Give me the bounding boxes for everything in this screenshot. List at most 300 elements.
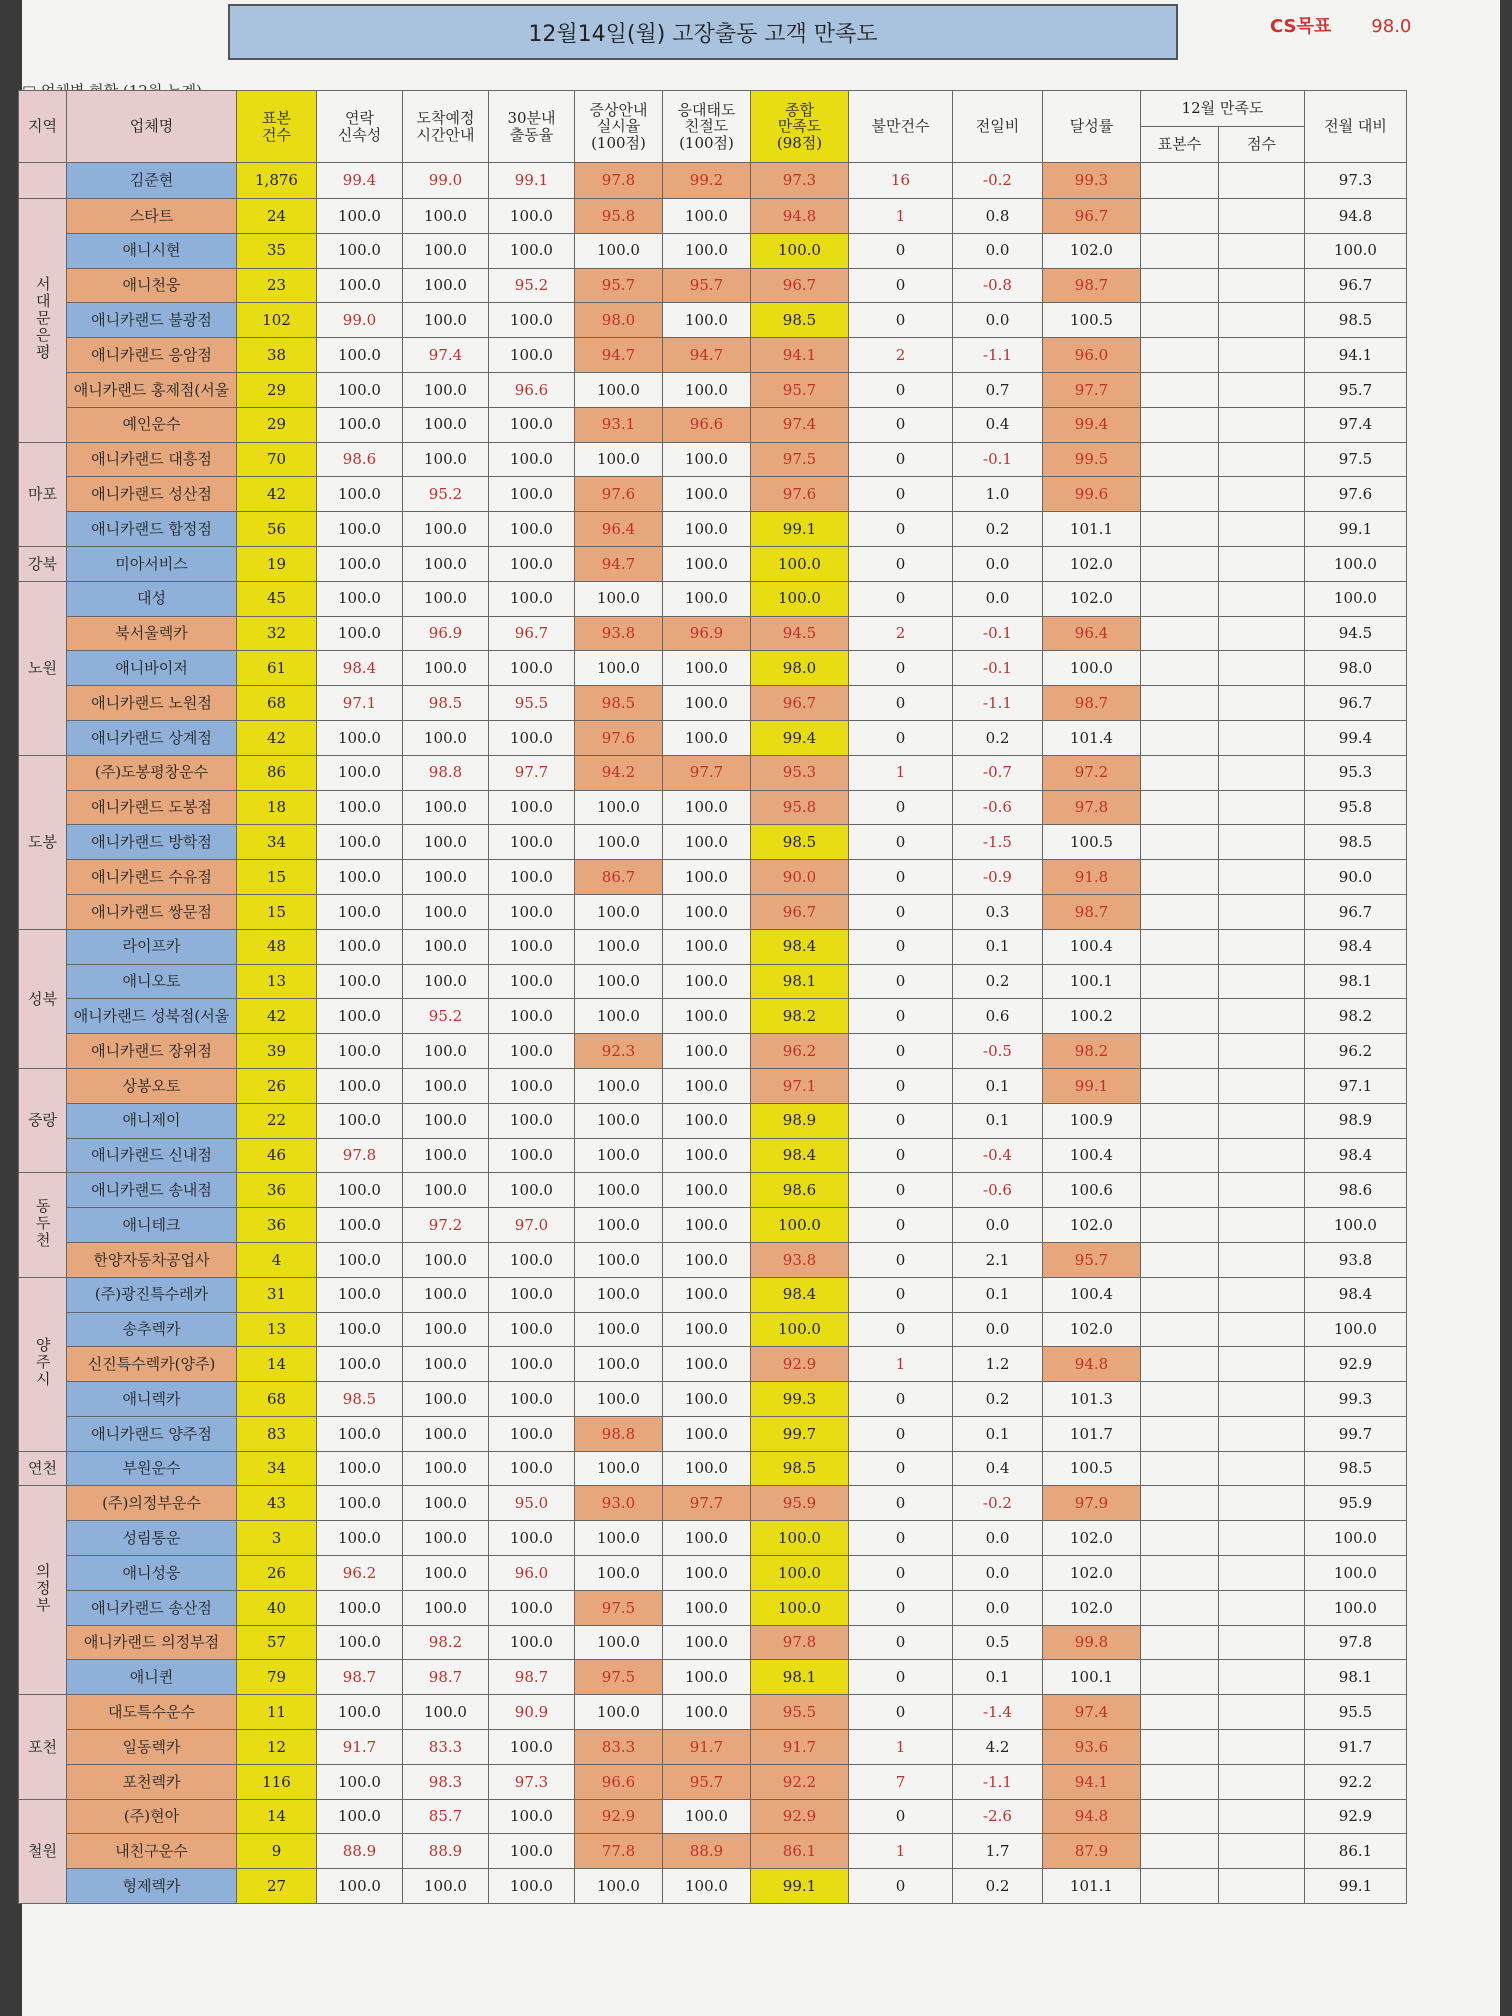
company-name: 대성: [67, 581, 237, 616]
dec-score: [1219, 1277, 1305, 1312]
score-c2: 100.0: [403, 860, 489, 895]
score-c5: 99.2: [663, 163, 751, 199]
score-c3: 97.0: [489, 1208, 575, 1243]
region-cell: 도봉: [19, 755, 67, 929]
score-c2: 100.0: [403, 1242, 489, 1277]
achievement-rate: 101.7: [1043, 1416, 1141, 1451]
prev-month: 98.6: [1305, 1173, 1407, 1208]
overall-score: 96.7: [751, 268, 849, 303]
score-c4: 100.0: [575, 1382, 663, 1417]
prev-month: 98.0: [1305, 651, 1407, 686]
header-sample: 표본 건수: [237, 91, 317, 163]
sample-count: 15: [237, 860, 317, 895]
company-name: 애니카랜드 쌍문점: [67, 894, 237, 929]
overall-score: 99.4: [751, 720, 849, 755]
score-c2: 100.0: [403, 894, 489, 929]
overall-score: 98.1: [751, 964, 849, 999]
table-row: [19, 999, 1407, 1034]
dec-sample: [1141, 651, 1219, 686]
overall-score: 99.1: [751, 1869, 849, 1904]
score-c5: 95.7: [663, 268, 751, 303]
dec-sample: [1141, 755, 1219, 790]
company-name: 애니퀸: [67, 1660, 237, 1695]
company-name: (주)의정부운수: [67, 1486, 237, 1521]
achievement-rate: 100.2: [1043, 999, 1141, 1034]
dec-sample: [1141, 790, 1219, 825]
title-text: 12월14일(월) 고장출동 고객 만족도: [528, 21, 878, 47]
company-name: 애니카랜드 장위점: [67, 1034, 237, 1069]
sample-count: 14: [237, 1347, 317, 1382]
achievement-rate: 98.7: [1043, 268, 1141, 303]
overall-score: 93.8: [751, 1242, 849, 1277]
dec-sample: [1141, 1521, 1219, 1556]
achievement-rate: 95.7: [1043, 1242, 1141, 1277]
score-c1: 97.8: [317, 1138, 403, 1173]
region-cell: [19, 1277, 67, 1451]
table-row: [19, 825, 1407, 860]
prev-month: 95.5: [1305, 1695, 1407, 1730]
table-row: [19, 1799, 1407, 1834]
score-c4: 100.0: [575, 1312, 663, 1347]
score-c1: 100.0: [317, 1173, 403, 1208]
dec-score: [1219, 1347, 1305, 1382]
dec-score: [1219, 1556, 1305, 1591]
score-c4: 100.0: [575, 1068, 663, 1103]
day-over-day: 0.1: [953, 1277, 1043, 1312]
score-c5: 100.0: [663, 1347, 751, 1382]
day-over-day: 0.2: [953, 512, 1043, 547]
company-name: 애니카랜드 성북점(서울: [67, 999, 237, 1034]
score-c3: 96.0: [489, 1556, 575, 1591]
achievement-rate: 94.8: [1043, 1347, 1141, 1382]
score-c5: 100.0: [663, 686, 751, 721]
score-c5: 100.0: [663, 1068, 751, 1103]
complaint-count: 0: [849, 512, 953, 547]
achievement-rate: 100.9: [1043, 1103, 1141, 1138]
dec-sample: [1141, 1486, 1219, 1521]
day-over-day: -2.6: [953, 1799, 1043, 1834]
dec-score: [1219, 1486, 1305, 1521]
score-c4: 94.7: [575, 546, 663, 581]
sample-count: 116: [237, 1764, 317, 1799]
dec-sample: [1141, 1834, 1219, 1869]
complaint-count: 0: [849, 894, 953, 929]
prev-month: 99.1: [1305, 1869, 1407, 1904]
sample-count: 12: [237, 1730, 317, 1765]
prev-month: 92.2: [1305, 1764, 1407, 1799]
achievement-rate: 100.0: [1043, 651, 1141, 686]
table-row: [19, 1242, 1407, 1277]
prev-month: 98.5: [1305, 825, 1407, 860]
dec-sample: [1141, 1068, 1219, 1103]
overall-score: 100.0: [751, 1208, 849, 1243]
score-c3: 100.0: [489, 1382, 575, 1417]
score-c1: 100.0: [317, 1869, 403, 1904]
achievement-rate: 100.6: [1043, 1173, 1141, 1208]
achievement-rate: 93.6: [1043, 1730, 1141, 1765]
sample-count: 57: [237, 1625, 317, 1660]
dec-sample: [1141, 1312, 1219, 1347]
day-over-day: -0.7: [953, 755, 1043, 790]
day-over-day: 0.0: [953, 546, 1043, 581]
overall-score: 96.7: [751, 894, 849, 929]
dec-score: [1219, 1521, 1305, 1556]
region-cell: [19, 199, 67, 443]
score-c3: 100.0: [489, 477, 575, 512]
score-c5: 100.0: [663, 1660, 751, 1695]
score-c3: 95.2: [489, 268, 575, 303]
score-c2: 100.0: [403, 199, 489, 234]
complaint-count: 0: [849, 1382, 953, 1417]
company-name: 애니카랜드 합정점: [67, 512, 237, 547]
achievement-rate: 99.3: [1043, 163, 1141, 199]
sample-count: 15: [237, 894, 317, 929]
sample-count: 40: [237, 1590, 317, 1625]
complaint-count: 0: [849, 407, 953, 442]
achievement-rate: 96.7: [1043, 199, 1141, 234]
table-row: [19, 720, 1407, 755]
region-cell: 노원: [19, 581, 67, 755]
header-attitude: 응대태도 친절도 (100점): [663, 91, 751, 163]
table-row: [19, 1625, 1407, 1660]
table-row: [19, 1103, 1407, 1138]
achievement-rate: 100.5: [1043, 1451, 1141, 1486]
complaint-count: 0: [849, 790, 953, 825]
score-c1: 100.0: [317, 1277, 403, 1312]
table-row: [19, 268, 1407, 303]
score-c1: 100.0: [317, 1521, 403, 1556]
table-row: [19, 1382, 1407, 1417]
score-c4: 100.0: [575, 999, 663, 1034]
company-name: 내친구운수: [67, 1834, 237, 1869]
score-c1: 100.0: [317, 929, 403, 964]
score-c2: 95.2: [403, 999, 489, 1034]
day-over-day: 0.1: [953, 1416, 1043, 1451]
sample-count: 9: [237, 1834, 317, 1869]
complaint-count: 7: [849, 1764, 953, 1799]
dec-sample: [1141, 720, 1219, 755]
score-c2: 83.3: [403, 1730, 489, 1765]
overall-score: 99.1: [751, 512, 849, 547]
table-row: [19, 1590, 1407, 1625]
achievement-rate: 102.0: [1043, 233, 1141, 268]
sample-count: 14: [237, 1799, 317, 1834]
company-name: 미아서비스: [67, 546, 237, 581]
complaint-count: 16: [849, 163, 953, 199]
day-over-day: 0.6: [953, 999, 1043, 1034]
company-name: 북서울렉카: [67, 616, 237, 651]
overall-score: 94.5: [751, 616, 849, 651]
sample-count: 38: [237, 338, 317, 373]
score-c5: 100.0: [663, 199, 751, 234]
score-c2: 98.8: [403, 755, 489, 790]
company-name: 애니오토: [67, 964, 237, 999]
achievement-rate: 97.9: [1043, 1486, 1141, 1521]
company-name: 애니카랜드 대흥점: [67, 442, 237, 477]
score-c4: 86.7: [575, 860, 663, 895]
dec-sample: [1141, 512, 1219, 547]
complaint-count: 0: [849, 477, 953, 512]
sample-count: 70: [237, 442, 317, 477]
company-name: 라이프카: [67, 929, 237, 964]
score-c1: 100.0: [317, 1590, 403, 1625]
achievement-rate: 100.5: [1043, 825, 1141, 860]
complaint-count: 0: [849, 1799, 953, 1834]
score-c3: 100.0: [489, 720, 575, 755]
table-row: [19, 1764, 1407, 1799]
score-c3: 100.0: [489, 929, 575, 964]
sample-count: 24: [237, 199, 317, 234]
sample-count: 26: [237, 1556, 317, 1591]
achievement-rate: 99.5: [1043, 442, 1141, 477]
score-c2: 100.0: [403, 1521, 489, 1556]
complaint-count: 0: [849, 1486, 953, 1521]
prev-month: 98.2: [1305, 999, 1407, 1034]
score-c2: 100.0: [403, 1416, 489, 1451]
complaint-count: 0: [849, 1869, 953, 1904]
dec-score: [1219, 1695, 1305, 1730]
score-c1: 100.0: [317, 964, 403, 999]
dec-sample: [1141, 199, 1219, 234]
score-c3: 100.0: [489, 1103, 575, 1138]
dec-sample: [1141, 929, 1219, 964]
dec-score: [1219, 303, 1305, 338]
table-row: [19, 1173, 1407, 1208]
score-c3: 96.7: [489, 616, 575, 651]
score-c3: 100.0: [489, 999, 575, 1034]
score-c1: 100.0: [317, 268, 403, 303]
achievement-rate: 101.1: [1043, 1869, 1141, 1904]
score-c2: 100.0: [403, 1138, 489, 1173]
prev-month: 92.9: [1305, 1347, 1407, 1382]
score-c4: 94.2: [575, 755, 663, 790]
achievement-rate: 100.5: [1043, 303, 1141, 338]
company-name: 애니카랜드 송내점: [67, 1173, 237, 1208]
score-c3: 100.0: [489, 894, 575, 929]
overall-score: 95.8: [751, 790, 849, 825]
table-row: [19, 1486, 1407, 1521]
score-c3: 100.0: [489, 825, 575, 860]
score-c1: 100.0: [317, 1103, 403, 1138]
score-c4: 100.0: [575, 1103, 663, 1138]
header-dec: 12월 만족도: [1141, 91, 1305, 127]
table-row: [19, 303, 1407, 338]
score-c4: 93.8: [575, 616, 663, 651]
sample-count: 35: [237, 233, 317, 268]
prev-month: 97.8: [1305, 1625, 1407, 1660]
company-name: 애니테크: [67, 1208, 237, 1243]
sample-count: 34: [237, 1451, 317, 1486]
complaint-count: 0: [849, 1695, 953, 1730]
dec-score: [1219, 1764, 1305, 1799]
score-c4: 95.8: [575, 199, 663, 234]
score-c2: 100.0: [403, 1869, 489, 1904]
prev-month: 86.1: [1305, 1834, 1407, 1869]
dec-sample: [1141, 1138, 1219, 1173]
table-row: [19, 1416, 1407, 1451]
sample-count: 29: [237, 407, 317, 442]
region-cell: [19, 1173, 67, 1277]
score-c2: 100.0: [403, 442, 489, 477]
table-row: [19, 1068, 1407, 1103]
table-row: [19, 512, 1407, 547]
score-c2: 100.0: [403, 1173, 489, 1208]
prev-month: 99.1: [1305, 512, 1407, 547]
table-row: [19, 1730, 1407, 1765]
complaint-count: 0: [849, 372, 953, 407]
dec-sample: [1141, 999, 1219, 1034]
score-c1: 100.0: [317, 999, 403, 1034]
score-c4: 100.0: [575, 1521, 663, 1556]
sample-count: 42: [237, 999, 317, 1034]
day-over-day: -1.4: [953, 1695, 1043, 1730]
score-c2: 100.0: [403, 1590, 489, 1625]
achievement-rate: 97.4: [1043, 1695, 1141, 1730]
score-c1: 100.0: [317, 1208, 403, 1243]
overall-score: 98.5: [751, 303, 849, 338]
overall-score: 97.6: [751, 477, 849, 512]
company-name: (주)광진특수레카: [67, 1277, 237, 1312]
company-name: 애니카랜드 노원점: [67, 686, 237, 721]
sample-count: 45: [237, 581, 317, 616]
score-c3: 90.9: [489, 1695, 575, 1730]
prev-month: 100.0: [1305, 1521, 1407, 1556]
complaint-count: 0: [849, 1556, 953, 1591]
achievement-rate: 101.3: [1043, 1382, 1141, 1417]
complaint-count: 0: [849, 442, 953, 477]
score-c2: 100.0: [403, 546, 489, 581]
sample-count: 102: [237, 303, 317, 338]
score-c3: 100.0: [489, 1625, 575, 1660]
dec-score: [1219, 1416, 1305, 1451]
overall-score: 95.3: [751, 755, 849, 790]
header-company: 업체명: [67, 91, 237, 163]
table-row: [19, 929, 1407, 964]
score-c3: 95.5: [489, 686, 575, 721]
complaint-count: 1: [849, 1730, 953, 1765]
company-name: 상봉오토: [67, 1068, 237, 1103]
day-over-day: -0.8: [953, 268, 1043, 303]
table-row: [19, 233, 1407, 268]
overall-score: 92.2: [751, 1764, 849, 1799]
complaint-count: 0: [849, 581, 953, 616]
company-name: 애니카랜드 불광점: [67, 303, 237, 338]
prev-month: 100.0: [1305, 546, 1407, 581]
dec-score: [1219, 1730, 1305, 1765]
score-c5: 100.0: [663, 1625, 751, 1660]
table-row: [19, 581, 1407, 616]
score-c3: 100.0: [489, 1173, 575, 1208]
day-over-day: 0.0: [953, 1312, 1043, 1347]
table-row: [19, 1834, 1407, 1869]
score-c3: 100.0: [489, 790, 575, 825]
header-rate: 달성률: [1043, 91, 1141, 163]
prev-month: 94.8: [1305, 199, 1407, 234]
company-name: 애니성웅: [67, 1556, 237, 1591]
day-over-day: 0.0: [953, 233, 1043, 268]
score-c4: 96.4: [575, 512, 663, 547]
day-over-day: -0.1: [953, 442, 1043, 477]
score-c5: 97.7: [663, 1486, 751, 1521]
day-over-day: 1.7: [953, 1834, 1043, 1869]
complaint-count: 1: [849, 1834, 953, 1869]
dec-score: [1219, 546, 1305, 581]
achievement-rate: 100.4: [1043, 1277, 1141, 1312]
prev-month: 95.7: [1305, 372, 1407, 407]
score-c2: 97.2: [403, 1208, 489, 1243]
score-c2: 98.7: [403, 1660, 489, 1695]
achievement-rate: 98.7: [1043, 894, 1141, 929]
complaint-count: 0: [849, 1242, 953, 1277]
score-c1: 100.0: [317, 1068, 403, 1103]
complaint-count: 0: [849, 1068, 953, 1103]
score-c1: 98.4: [317, 651, 403, 686]
score-c5: 100.0: [663, 1138, 751, 1173]
score-c2: 100.0: [403, 1382, 489, 1417]
overall-score: 94.1: [751, 338, 849, 373]
sample-count: 34: [237, 825, 317, 860]
overall-score: 100.0: [751, 233, 849, 268]
score-c3: 100.0: [489, 1590, 575, 1625]
score-c3: 97.7: [489, 755, 575, 790]
complaint-count: 1: [849, 1347, 953, 1382]
score-c1: 100.0: [317, 477, 403, 512]
company-name: 일동렉카: [67, 1730, 237, 1765]
dec-sample: [1141, 1556, 1219, 1591]
overall-score: 97.3: [751, 163, 849, 199]
table-row: [19, 860, 1407, 895]
score-c4: 100.0: [575, 1208, 663, 1243]
achievement-rate: 94.1: [1043, 1764, 1141, 1799]
sample-count: 86: [237, 755, 317, 790]
prev-month: 98.4: [1305, 1277, 1407, 1312]
sample-count: 48: [237, 929, 317, 964]
region-cell: 중랑: [19, 1068, 67, 1172]
dec-score: [1219, 338, 1305, 373]
header-overall: 종합 만족도 (98점): [751, 91, 849, 163]
overall-score: 95.5: [751, 1695, 849, 1730]
achievement-rate: 98.7: [1043, 686, 1141, 721]
prev-month: 96.7: [1305, 686, 1407, 721]
sample-count: 26: [237, 1068, 317, 1103]
overall-score: 100.0: [751, 1312, 849, 1347]
score-c4: 100.0: [575, 372, 663, 407]
overall-score: 95.9: [751, 1486, 849, 1521]
score-c1: 98.6: [317, 442, 403, 477]
table-row: [19, 1521, 1407, 1556]
sample-count: 42: [237, 477, 317, 512]
score-c1: 100.0: [317, 233, 403, 268]
table-row: [19, 1869, 1407, 1904]
day-over-day: -0.5: [953, 1034, 1043, 1069]
day-over-day: 0.2: [953, 720, 1043, 755]
header-30min: 30분내 출동율: [489, 91, 575, 163]
score-c1: 96.2: [317, 1556, 403, 1591]
prev-month: 92.9: [1305, 1799, 1407, 1834]
prev-month: 96.7: [1305, 268, 1407, 303]
complaint-count: 0: [849, 1034, 953, 1069]
sample-count: 43: [237, 1486, 317, 1521]
region-label: 동두천: [33, 1197, 52, 1249]
header-dod: 전일비: [953, 91, 1043, 163]
achievement-rate: 101.1: [1043, 512, 1141, 547]
score-c1: 91.7: [317, 1730, 403, 1765]
day-over-day: 0.2: [953, 964, 1043, 999]
score-c2: 100.0: [403, 790, 489, 825]
dec-sample: [1141, 1625, 1219, 1660]
overall-score: 98.6: [751, 1173, 849, 1208]
day-over-day: 0.0: [953, 581, 1043, 616]
